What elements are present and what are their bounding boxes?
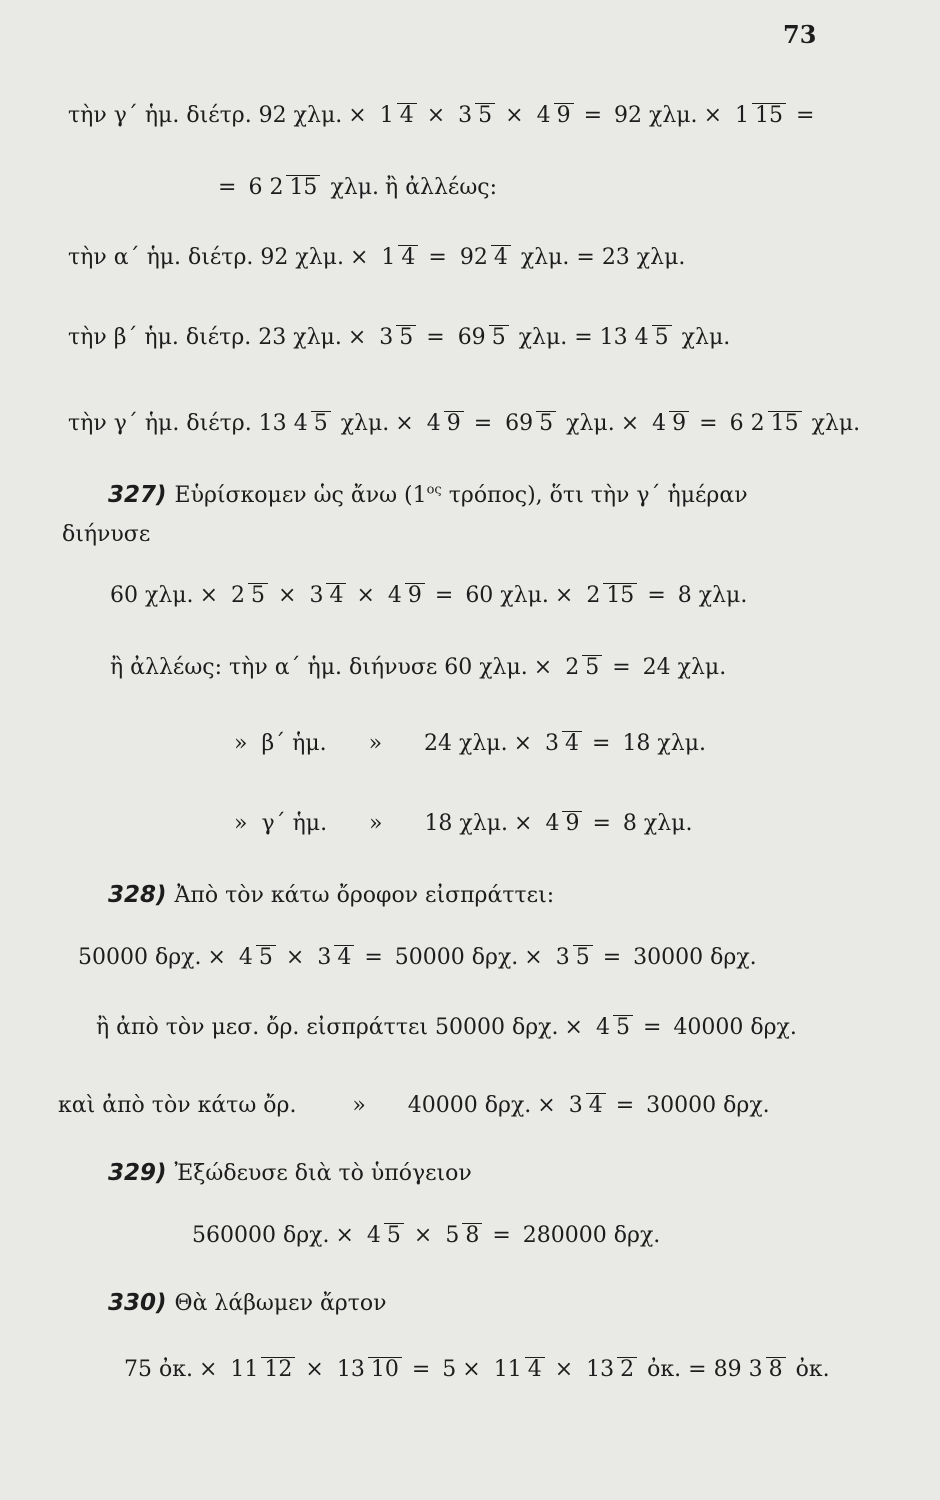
fraction-denominator: 8	[462, 1223, 482, 1247]
fraction-denominator: 9	[562, 811, 582, 835]
fraction	[562, 655, 602, 679]
math-operator: ×	[305, 1356, 324, 1382]
fraction-denominator: 9	[669, 411, 689, 435]
fraction	[593, 1015, 633, 1039]
fraction-denominator: 4	[334, 945, 354, 969]
problem-text: Ἐξώδευσε διὰ τὸ ὑπόγειον	[174, 1161, 472, 1186]
fraction-numerator: 3	[458, 102, 473, 128]
equation-text: 8 χλμ.	[677, 582, 748, 608]
fraction-numerator: 13	[586, 1356, 615, 1382]
fraction-denominator: 15	[768, 411, 802, 435]
equation-text: χλμ. = 23 χλμ.	[520, 244, 686, 270]
math-operator: =	[592, 810, 611, 836]
math-operator: =	[642, 1014, 662, 1040]
fraction-denominator: 5	[475, 103, 495, 127]
math-operator: ×	[703, 102, 722, 128]
fraction-numerator: 3	[545, 730, 559, 756]
math-operator: =	[615, 1092, 635, 1118]
fraction-denominator: 5	[489, 325, 509, 349]
page-number: 73	[783, 20, 817, 49]
problem-number: 328)	[108, 882, 167, 908]
math-operator: ×	[349, 244, 369, 270]
math-operator: =	[583, 102, 602, 128]
fraction-denominator: 5	[248, 583, 268, 607]
problem-number: 329)	[108, 1160, 167, 1186]
equation-text: 92 χλμ.	[614, 102, 698, 128]
fraction-numerator: 13	[336, 1356, 365, 1382]
eq-line	[186, 1200, 660, 1270]
problem-330-heading	[108, 1290, 387, 1316]
fraction-numerator: 4	[652, 410, 667, 436]
equation-text: 30000 δρχ.	[633, 944, 757, 970]
math-operator: ×	[505, 102, 524, 128]
fraction	[455, 325, 509, 349]
math-operator: ×	[348, 102, 367, 128]
eq-line	[104, 560, 747, 630]
equation-text: 18 χλμ.	[622, 730, 706, 756]
fraction-numerator: 2	[750, 410, 765, 436]
fraction-denominator: 12	[261, 1357, 295, 1381]
fraction	[502, 411, 556, 435]
equation-text: ἢ ἀπὸ τὸν μεσ. ὄρ. εἰσπράττει 50000 δρχ.	[96, 1014, 559, 1040]
fraction	[553, 945, 593, 969]
equation-text: χλμ.	[330, 174, 380, 200]
math-operator: ×	[620, 410, 640, 436]
fraction	[266, 175, 320, 199]
fraction	[457, 245, 511, 269]
problem-327-heading	[108, 482, 748, 508]
math-operator: ×	[278, 582, 297, 608]
math-operator: ×	[198, 1356, 218, 1382]
fraction-numerator: 3	[309, 582, 324, 608]
fraction-denominator: 4	[491, 245, 511, 269]
math-operator: =	[434, 582, 454, 608]
equation-text: ὀκ.	[795, 1356, 830, 1382]
equation-text: χλμ.	[681, 324, 731, 350]
fraction-numerator: 2	[231, 582, 245, 608]
problem-328-heading	[108, 882, 554, 908]
fraction-denominator: 5	[384, 1223, 404, 1247]
problem-text: Θὰ λάβωμεν ἄρτον	[174, 1291, 387, 1316]
fraction-numerator: 4	[545, 810, 560, 836]
fraction-denominator: 2	[617, 1357, 637, 1381]
eq-line	[90, 992, 797, 1062]
math-operator: =	[492, 1222, 511, 1248]
fraction-denominator: 5	[582, 655, 602, 679]
math-operator: =	[473, 410, 493, 436]
fraction-denominator: 4	[397, 103, 417, 127]
equation-text: χλμ.	[340, 410, 390, 436]
math-operator: ×	[199, 582, 218, 608]
math-operator: =	[612, 654, 631, 680]
fraction-denominator: 4	[525, 1357, 545, 1381]
fraction	[632, 325, 672, 349]
equation-text: 6	[248, 174, 263, 200]
fraction	[306, 583, 346, 607]
fraction-denominator: 5	[536, 411, 556, 435]
equation-text: 5	[442, 1356, 457, 1382]
equation-text: 6	[729, 410, 744, 436]
fraction-numerator: 4	[536, 102, 551, 128]
equation-text: 560000 δρχ.	[192, 1222, 330, 1248]
math-operator: ×	[537, 1092, 556, 1118]
equation-text: τὴν γ΄ ἡμ. διέτρ. 92 χλμ.	[68, 102, 343, 128]
fraction-denominator: 5	[256, 945, 276, 969]
eq-line	[72, 922, 757, 992]
equation-text: χλμ.	[566, 410, 615, 436]
fraction-numerator: 4	[387, 582, 402, 608]
eq-line	[228, 788, 692, 858]
fraction	[583, 1357, 637, 1381]
equation-text: καὶ ἀπὸ τὸν κάτω ὄρ. » 40000 δρχ.	[58, 1092, 532, 1118]
fraction	[424, 411, 464, 435]
math-operator: =	[647, 582, 666, 608]
equation-text: 24 χλμ.	[642, 654, 727, 680]
problem-number: 330)	[108, 1290, 167, 1316]
equation-text: χλμ. = 13	[518, 324, 628, 350]
math-operator: ×	[207, 944, 226, 970]
math-operator: =	[796, 102, 815, 128]
fraction	[566, 1093, 606, 1117]
equation-text: » β΄ ἡμ. » 24 χλμ.	[234, 730, 508, 756]
equation-text: ἢ ἀλλέως:	[385, 174, 498, 200]
fraction-denominator: 9	[444, 411, 464, 435]
fraction	[748, 411, 802, 435]
fraction	[542, 811, 582, 835]
fraction-numerator: 69	[457, 324, 486, 350]
math-operator: ×	[395, 410, 414, 436]
math-operator: ×	[513, 730, 532, 756]
equation-text: ἢ ἀλλέως: τὴν α΄ ἡμ. διήνυσε 60 χλμ.	[110, 654, 528, 680]
problem-text: τρόπος), ὅτι τὴν γ΄ ἡμέραν	[441, 483, 748, 508]
fraction	[455, 103, 495, 127]
math-operator: ×	[514, 810, 533, 836]
math-operator: ×	[347, 324, 367, 350]
fraction	[442, 1223, 482, 1247]
fraction-numerator: 3	[568, 1092, 583, 1118]
problem-text: Ἀπὸ τὸν κάτω ὄροφον εἰσπράττει:	[174, 883, 555, 908]
fraction-numerator: 1	[381, 244, 396, 270]
fraction-numerator: 4	[595, 1014, 610, 1040]
fraction	[534, 103, 574, 127]
fraction-numerator: 2	[269, 174, 284, 200]
equation-text: 50000 δρχ.	[78, 944, 202, 970]
fraction	[228, 583, 268, 607]
fraction-denominator: 5	[311, 411, 331, 435]
math-operator: ×	[554, 582, 574, 608]
math-operator: ×	[426, 102, 446, 128]
math-operator: =	[592, 730, 611, 756]
fraction-numerator: 4	[426, 410, 441, 436]
math-operator: =	[428, 244, 447, 270]
math-operator: ×	[462, 1356, 481, 1382]
problem-text: Εὑρίσκομεν ὡς ἄνω (1	[174, 483, 427, 508]
fraction-numerator: 3	[748, 1356, 763, 1382]
math-operator: =	[218, 174, 237, 200]
problem-text-continued: διήνυσε	[62, 522, 151, 547]
math-operator: ×	[524, 944, 543, 970]
equation-text: τὴν β΄ ἡμ. διέτρ. 23 χλμ.	[68, 324, 342, 350]
fraction-denominator: 5	[573, 945, 593, 969]
math-operator: ×	[564, 1014, 583, 1040]
fraction-numerator: 4	[293, 410, 308, 436]
fraction	[376, 325, 416, 349]
fraction	[746, 1357, 786, 1381]
equation-text: 60 χλμ.	[110, 582, 194, 608]
math-operator: ×	[413, 1222, 433, 1248]
fraction-denominator: 15	[603, 583, 637, 607]
fraction-denominator: 4	[562, 731, 582, 755]
fraction-denominator: 9	[554, 103, 574, 127]
fraction	[491, 1357, 545, 1381]
eq-line	[212, 152, 497, 222]
math-operator: ×	[285, 944, 305, 970]
fraction-numerator: 4	[634, 324, 649, 350]
eq-line	[62, 388, 860, 458]
fraction-numerator: 1	[735, 102, 749, 128]
math-operator: =	[602, 944, 622, 970]
math-operator: =	[411, 1356, 431, 1382]
superscript: ος	[426, 482, 442, 498]
fraction-denominator: 8	[766, 1357, 786, 1381]
math-operator: ×	[554, 1356, 574, 1382]
fraction-numerator: 3	[555, 944, 570, 970]
fraction-denominator: 10	[368, 1357, 402, 1381]
fraction	[236, 945, 276, 969]
fraction-numerator: 11	[493, 1356, 522, 1382]
math-operator: =	[426, 324, 445, 350]
math-operator: =	[364, 944, 383, 970]
fraction	[364, 1223, 404, 1247]
fraction-numerator: 2	[586, 582, 601, 608]
equation-text: 280000 δρχ.	[522, 1222, 661, 1248]
equation-text: χλμ.	[811, 410, 861, 436]
fraction	[227, 1357, 295, 1381]
fraction	[334, 1357, 402, 1381]
fraction-numerator: 92	[459, 244, 488, 270]
fraction-numerator: 2	[565, 654, 580, 680]
eq-line	[62, 302, 730, 372]
fraction-numerator: 11	[230, 1356, 259, 1382]
fraction-denominator: 4	[326, 583, 346, 607]
fraction-numerator: 4	[366, 1222, 381, 1248]
fraction	[649, 411, 689, 435]
math-operator: ×	[533, 654, 553, 680]
fraction	[378, 245, 418, 269]
equation-text: 40000 δρχ.	[673, 1014, 797, 1040]
fraction-denominator: 5	[613, 1015, 633, 1039]
equation-text: τὴν γ΄ ἡμ. διέτρ. 13	[68, 410, 287, 436]
math-operator: ×	[356, 582, 375, 608]
eq-line	[104, 632, 726, 702]
fraction	[583, 583, 637, 607]
fraction-denominator: 4	[398, 245, 418, 269]
fraction-numerator: 3	[317, 944, 332, 970]
equation-text: τὴν α΄ ἡμ. διέτρ. 92 χλμ.	[68, 244, 344, 270]
fraction-numerator: 3	[379, 324, 394, 350]
eq-line	[62, 222, 685, 292]
eq-line	[228, 708, 706, 778]
fraction-denominator: 5	[396, 325, 416, 349]
math-operator: ×	[335, 1222, 354, 1248]
fraction-denominator: 5	[652, 325, 672, 349]
fraction-denominator: 15	[752, 103, 786, 127]
problem-329-heading	[108, 1160, 472, 1186]
equation-text: 30000 δρχ.	[646, 1092, 770, 1118]
equation-text: 8 χλμ.	[622, 810, 693, 836]
fraction	[732, 103, 786, 127]
math-operator: =	[699, 410, 718, 436]
fraction	[385, 583, 425, 607]
fraction-denominator: 9	[405, 583, 425, 607]
equation-text: 50000 δρχ.	[394, 944, 519, 970]
equation-text: » γ΄ ἡμ. » 18 χλμ.	[234, 810, 508, 836]
problem-number: 327)	[108, 482, 167, 508]
fraction-denominator: 4	[586, 1093, 606, 1117]
equation-text: ὀκ. = 89	[647, 1356, 742, 1382]
fraction-numerator: 4	[238, 944, 253, 970]
eq-line	[52, 1070, 770, 1140]
fraction-numerator: 1	[379, 102, 394, 128]
fraction	[542, 731, 582, 755]
fraction-numerator: 69	[505, 410, 534, 436]
fraction	[377, 103, 417, 127]
fraction-numerator: 5	[445, 1222, 460, 1248]
eq-line	[118, 1334, 830, 1404]
fraction	[291, 411, 331, 435]
fraction	[314, 945, 354, 969]
eq-line	[62, 80, 820, 150]
equation-text: 75 ὀκ.	[124, 1356, 193, 1382]
fraction-denominator: 15	[286, 175, 320, 199]
equation-text: 60 χλμ.	[465, 582, 549, 608]
